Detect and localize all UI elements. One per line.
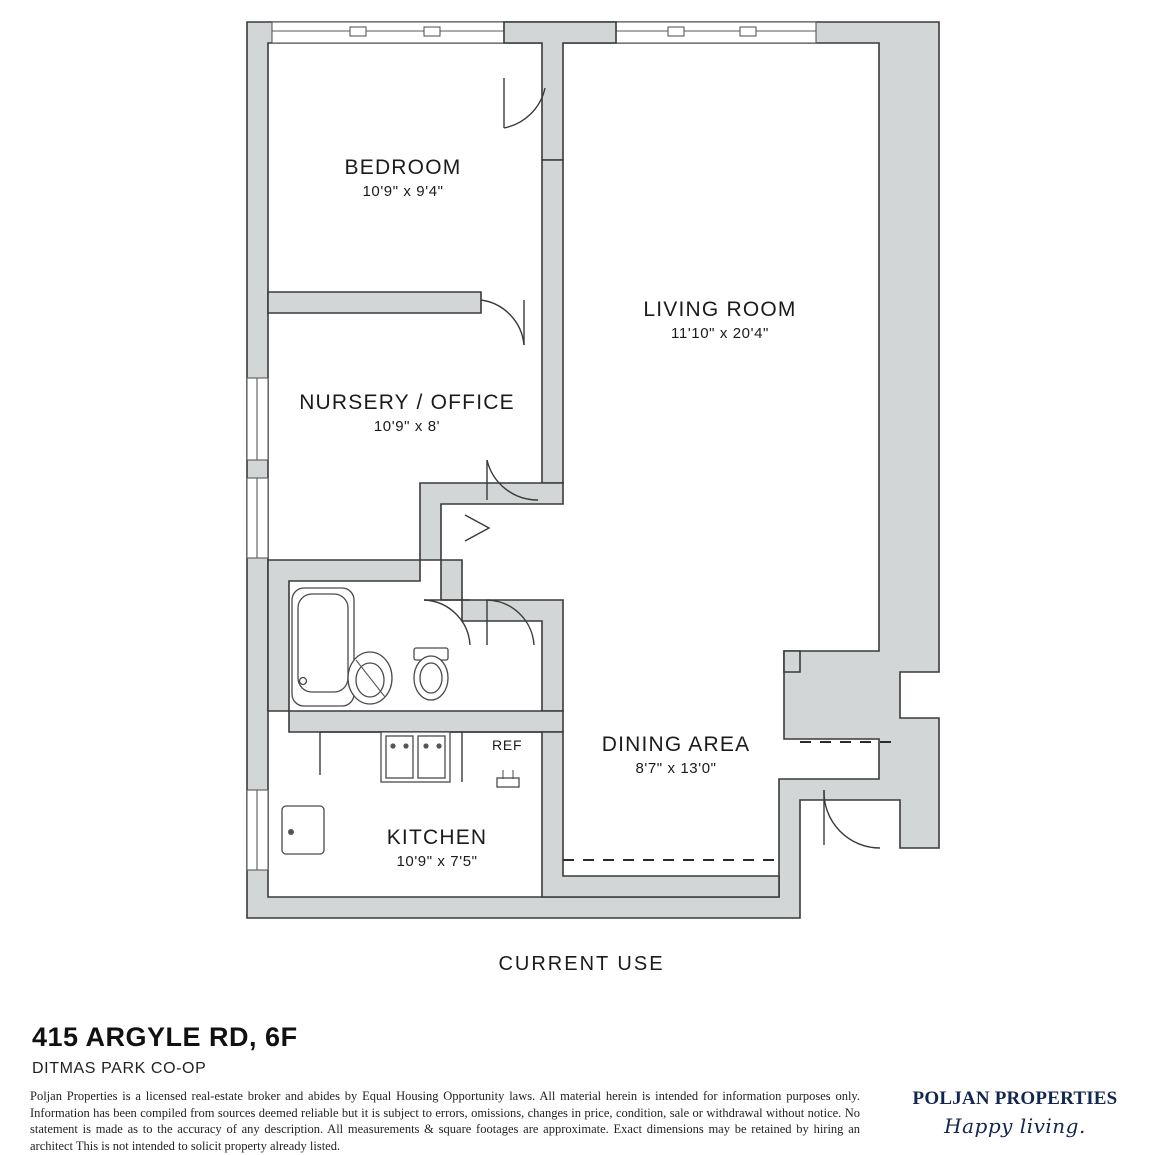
room-dimensions: 10'9" x 8' xyxy=(373,418,441,435)
room-name: NURSERY / OFFICE xyxy=(299,391,515,414)
room-dimensions: 10'9" x 7'5" xyxy=(396,853,478,870)
room-name: BEDROOM xyxy=(344,156,462,179)
plan-caption: CURRENT USE xyxy=(498,953,665,975)
property-address: 415 ARGYLE RD, 6F xyxy=(32,1022,298,1052)
property-neighborhood: DITMAS PARK CO-OP xyxy=(32,1060,207,1077)
room-name: DINING AREA xyxy=(601,733,751,756)
fixture-label-refrigerator: REF xyxy=(492,737,523,753)
room-dimensions: 8'7" x 13'0" xyxy=(635,760,717,777)
room-dimensions: 10'9" x 9'4" xyxy=(362,183,444,200)
brand-name: POLJAN PROPERTIES xyxy=(912,1088,1118,1109)
brand-logo xyxy=(895,1088,1135,1138)
footer xyxy=(0,1010,1163,1152)
legal-disclaimer: Poljan Properties is a licensed real-estate broker and abides by Equal Housing Opportunity laws. All material herein is intended for information purposes only. Information has been compiled from sources deemed reliable but it is subject to errors, omissions, changes in price, condition, sale or withdrawal without notice. No statement is made as to the accuracy of any description. All measurements & square footages are approximate. Exact dimensions may be retained by hiring an architect This is not intended to solicit property already listed. xyxy=(30,1089,860,1153)
room-dimensions: 11'10" x 20'4" xyxy=(671,325,769,342)
brand-tagline: Happy living. xyxy=(944,1114,1086,1138)
room-name: LIVING ROOM xyxy=(643,298,797,321)
room-name: KITCHEN xyxy=(386,826,488,849)
